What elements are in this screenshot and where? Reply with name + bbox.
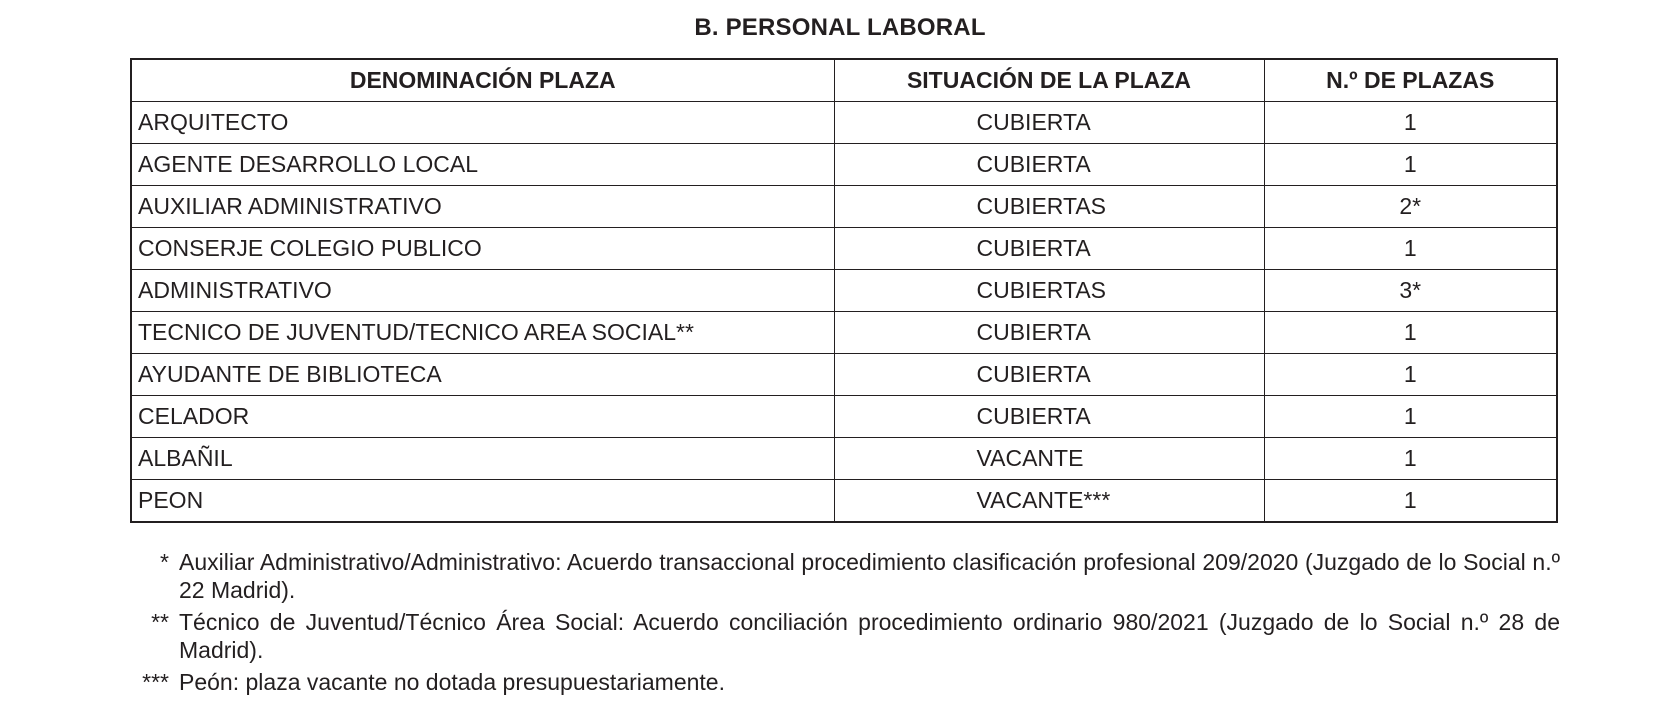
row-name: ARQUITECTO <box>131 102 834 144</box>
table-header-row <box>131 59 1557 102</box>
table-row <box>131 396 1557 438</box>
footnote-text: Auxiliar Administrativo/Administrativo: Acuerdo transaccional procedimiento clasificación profesional 209/2020 (Juzgado de lo Social n.º 22 Madrid). <box>179 549 1560 603</box>
personal-laboral-table <box>130 58 1558 523</box>
table-row <box>131 438 1557 480</box>
row-status: CUBIERTA <box>834 228 1264 270</box>
row-count: 2* <box>1264 186 1557 228</box>
footnote <box>110 608 1560 664</box>
section-title: B. PERSONAL LABORAL <box>694 14 986 41</box>
footnote-text: Técnico de Juventud/Técnico Área Social: Acuerdo conciliación procedimiento ordinario 980/2021 (Juzgado de lo Social n.º 28 de Madrid). <box>179 609 1560 663</box>
footnote-mark: ** <box>151 609 169 635</box>
row-name: CONSERJE COLEGIO PUBLICO <box>131 228 834 270</box>
row-status: CUBIERTA <box>834 312 1264 354</box>
header-denominacion: DENOMINACIÓN PLAZA <box>131 59 834 102</box>
table-row <box>131 354 1557 396</box>
row-count: 1 <box>1264 480 1557 523</box>
row-name: ALBAÑIL <box>131 438 834 480</box>
row-status: CUBIERTAS <box>834 186 1264 228</box>
row-count: 1 <box>1264 312 1557 354</box>
row-name: AYUDANTE DE BIBLIOTECA <box>131 354 834 396</box>
footnote-text: Peón: plaza vacante no dotada presupuestariamente. <box>179 669 725 695</box>
row-name: ADMINISTRATIVO <box>131 270 834 312</box>
row-name: AGENTE DESARROLLO LOCAL <box>131 144 834 186</box>
header-situacion: SITUACIÓN DE LA PLAZA <box>834 59 1264 102</box>
row-name: PEON <box>131 480 834 523</box>
row-status: VACANTE*** <box>834 480 1264 523</box>
row-name: CELADOR <box>131 396 834 438</box>
row-status: VACANTE <box>834 438 1264 480</box>
row-count: 3* <box>1264 270 1557 312</box>
table-row <box>131 312 1557 354</box>
table-row <box>131 144 1557 186</box>
footnote <box>110 668 1560 696</box>
footnote-mark: *** <box>142 669 169 695</box>
row-count: 1 <box>1264 354 1557 396</box>
row-name: AUXILIAR ADMINISTRATIVO <box>131 186 834 228</box>
table-row <box>131 186 1557 228</box>
row-count: 1 <box>1264 438 1557 480</box>
row-count: 1 <box>1264 396 1557 438</box>
row-status: CUBIERTAS <box>834 270 1264 312</box>
table-row <box>131 480 1557 523</box>
footnote-mark: * <box>160 549 169 575</box>
table-row <box>131 270 1557 312</box>
footnotes <box>110 548 1560 700</box>
header-numero: N.º DE PLAZAS <box>1264 59 1557 102</box>
row-count: 1 <box>1264 102 1557 144</box>
row-count: 1 <box>1264 144 1557 186</box>
row-status: CUBIERTA <box>834 396 1264 438</box>
row-name: TECNICO DE JUVENTUD/TECNICO AREA SOCIAL** <box>131 312 834 354</box>
row-status: CUBIERTA <box>834 354 1264 396</box>
row-status: CUBIERTA <box>834 144 1264 186</box>
footnote <box>110 548 1560 604</box>
table-row <box>131 102 1557 144</box>
row-count: 1 <box>1264 228 1557 270</box>
row-status: CUBIERTA <box>834 102 1264 144</box>
table-row <box>131 228 1557 270</box>
